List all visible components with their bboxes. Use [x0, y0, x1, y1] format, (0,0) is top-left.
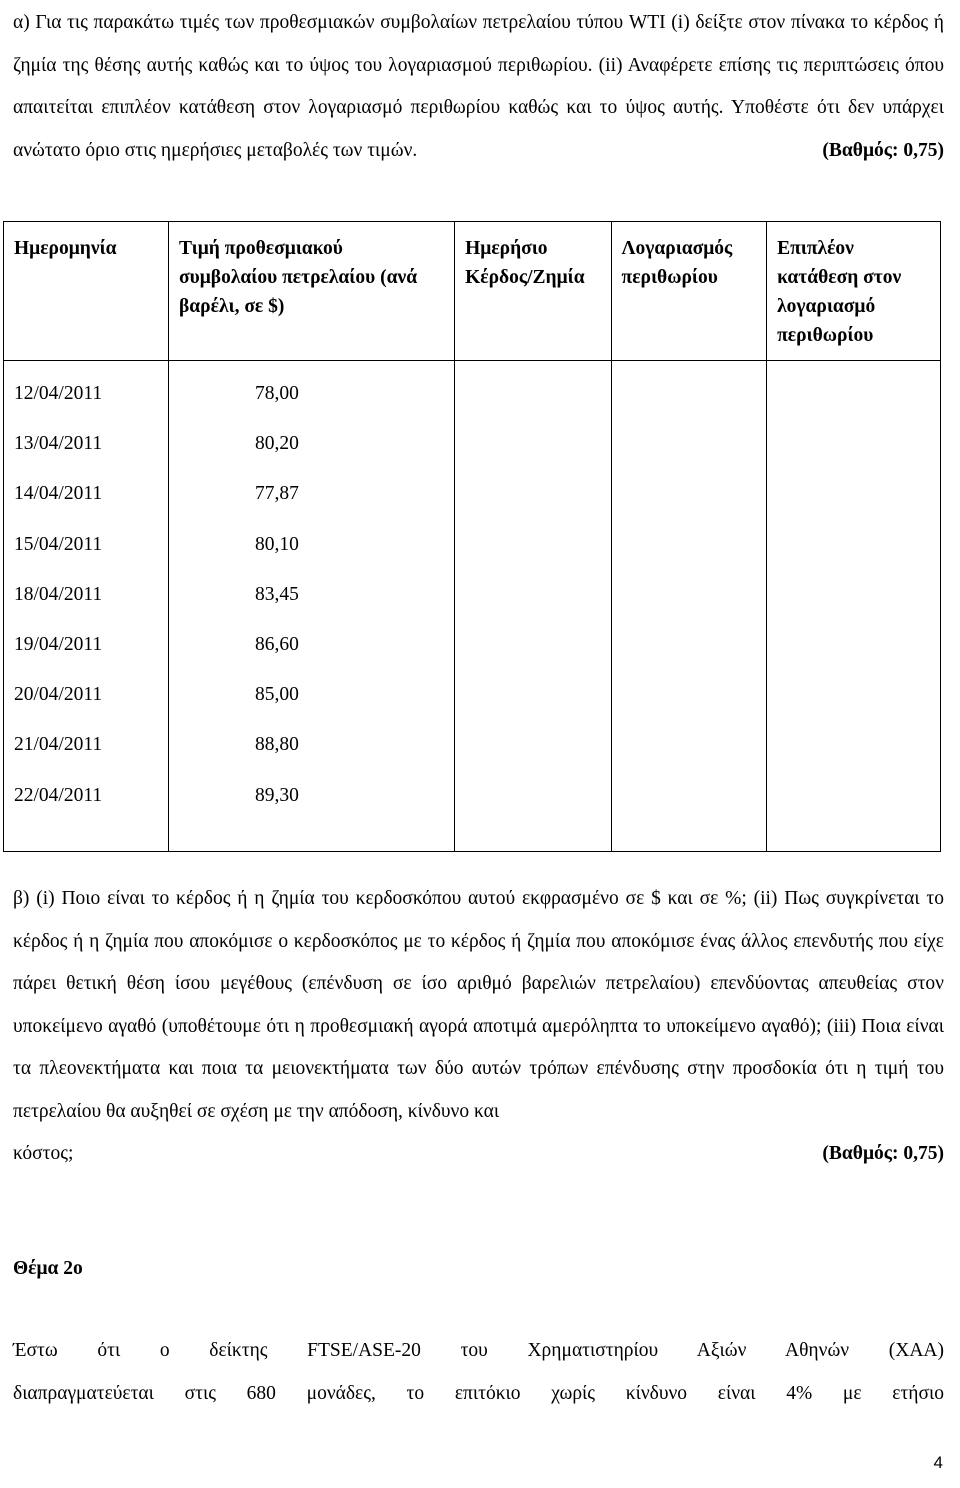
- margin-account-column: [611, 361, 767, 852]
- topic-2-paragraph: [13, 1330, 944, 1415]
- question-a-text: α) Για τις παρακάτω τιμές των προθεσμιακών συμβολαίων πετρελαίου τύπου WTI (i) δείξτε στον πίνακα το κέρδος ή ζημία της θέσης αυτής καθώς και το ύψος του λογαριασμού περιθωρίου. (ii) Αναφέρετε επίσης τις περιπτώσεις όπου απαιτείται επιπλέον κατάθεση στον λογαριασμό περιθωρίου καθώς και το ύψος αυτής. Υποθέστε ότι δεν υπάρχει ανώτατο όριο στις ημερήσιες μεταβολές των τιμών.: [13, 12, 944, 161]
- daily-pnl-column: [455, 361, 611, 852]
- table-cell-date: 12/04/2011: [14, 383, 103, 404]
- question-b-last-word: κόστος;: [13, 1143, 74, 1164]
- futures-price-table: [3, 221, 941, 852]
- table-cell-price: 86,60: [255, 633, 299, 655]
- header-additional-deposit: Επιπλέον κατάθεση στον λογαριασμό περιθωρίου: [767, 222, 941, 361]
- table-cell-date: 18/04/2011: [14, 583, 103, 605]
- table-cell-date: 19/04/2011: [14, 633, 103, 655]
- table-cell-price: 83,45: [255, 583, 299, 605]
- question-a-grade: (Βαθμός: 0,75): [822, 139, 944, 161]
- table-cell-price: 88,80: [255, 734, 299, 756]
- table-body-row: [4, 361, 941, 852]
- question-a-paragraph: [13, 2, 944, 172]
- price-column: [169, 361, 455, 852]
- additional-deposit-column: [767, 361, 941, 852]
- table-header-row: [4, 222, 941, 361]
- table-cell-price: 80,20: [255, 433, 299, 455]
- question-b-paragraph: [13, 878, 944, 1176]
- table-cell-price: 85,00: [255, 684, 299, 706]
- table-cell-date: 21/04/2011: [14, 734, 103, 756]
- header-margin-account: Λογαριασμός περιθωρίου: [611, 222, 767, 361]
- page-number: 4: [933, 1453, 943, 1472]
- table-cell-price: 78,00: [255, 383, 299, 404]
- table-cell-date: 14/04/2011: [14, 483, 103, 505]
- topic-2-line-2: διαπραγματεύεται στις 680 μονάδες, το επιτόκιο χωρίς κίνδυνο είναι 4% με ετήσιο: [13, 1382, 944, 1404]
- question-b-grade: (Βαθμός: 0,75): [822, 1143, 944, 1164]
- question-b-last-line: [13, 1133, 944, 1176]
- header-daily-pnl: Ημερήσιο Κέρδος/Ζημία: [455, 222, 611, 361]
- date-column: [4, 361, 169, 852]
- table-cell-date: 15/04/2011: [14, 533, 103, 555]
- table-cell-date: 22/04/2011: [14, 784, 103, 806]
- table-cell-price: 89,30: [255, 784, 299, 806]
- table-cell-price: 77,87: [255, 483, 299, 505]
- question-b-text: β) (i) Ποιο είναι το κέρδος ή η ζημία του κερδοσκόπου αυτού εκφρασμένο σε $ και σε %; (ii) Πως συγκρίνεται το κέρδος ή η ζημία που αποκόμισε ο κερδοσκόπος με το κέρδος ή ζημία που αποκόμισε ένας άλλος επενδυτής που είχε πάρει θετική θέση ίσου μεγέθους (επένδυση σε ίσο αριθμό βαρελιών πετρελαίου) επενδύοντας απευθείας στον υποκείμενο αγαθό (υποθέτουμε ότι η προθεσμιακή αγορά αποτιμά αμερόληπτα το υποκείμενο αγαθό); (iii) Ποια είναι τα πλεονεκτήματα και ποια τα μειονεκτήματα των δύο αυτών τρόπων επένδυσης στην προσδοκία ότι η τιμή του πετρελαίου θα αυξηθεί σε σχέση με την απόδοση, κίνδυνο και: [13, 888, 944, 1122]
- topic-2-heading: Θέμα 2ο: [13, 1258, 83, 1279]
- table-cell-date: 20/04/2011: [14, 684, 103, 706]
- topic-2-line-1: Έστω ότι ο δείκτης FTSE/ASE-20 του Χρηματιστηρίου Αξιών Αθηνών (ΧΑΑ): [13, 1340, 944, 1361]
- table-cell-date: 13/04/2011: [14, 433, 103, 455]
- header-futures-price: Τιμή προθεσμιακού συμβολαίου πετρελαίου (ανά βαρέλι, σε $): [169, 222, 455, 361]
- header-date: Ημερομηνία: [4, 222, 169, 361]
- table-cell-price: 80,10: [255, 533, 299, 555]
